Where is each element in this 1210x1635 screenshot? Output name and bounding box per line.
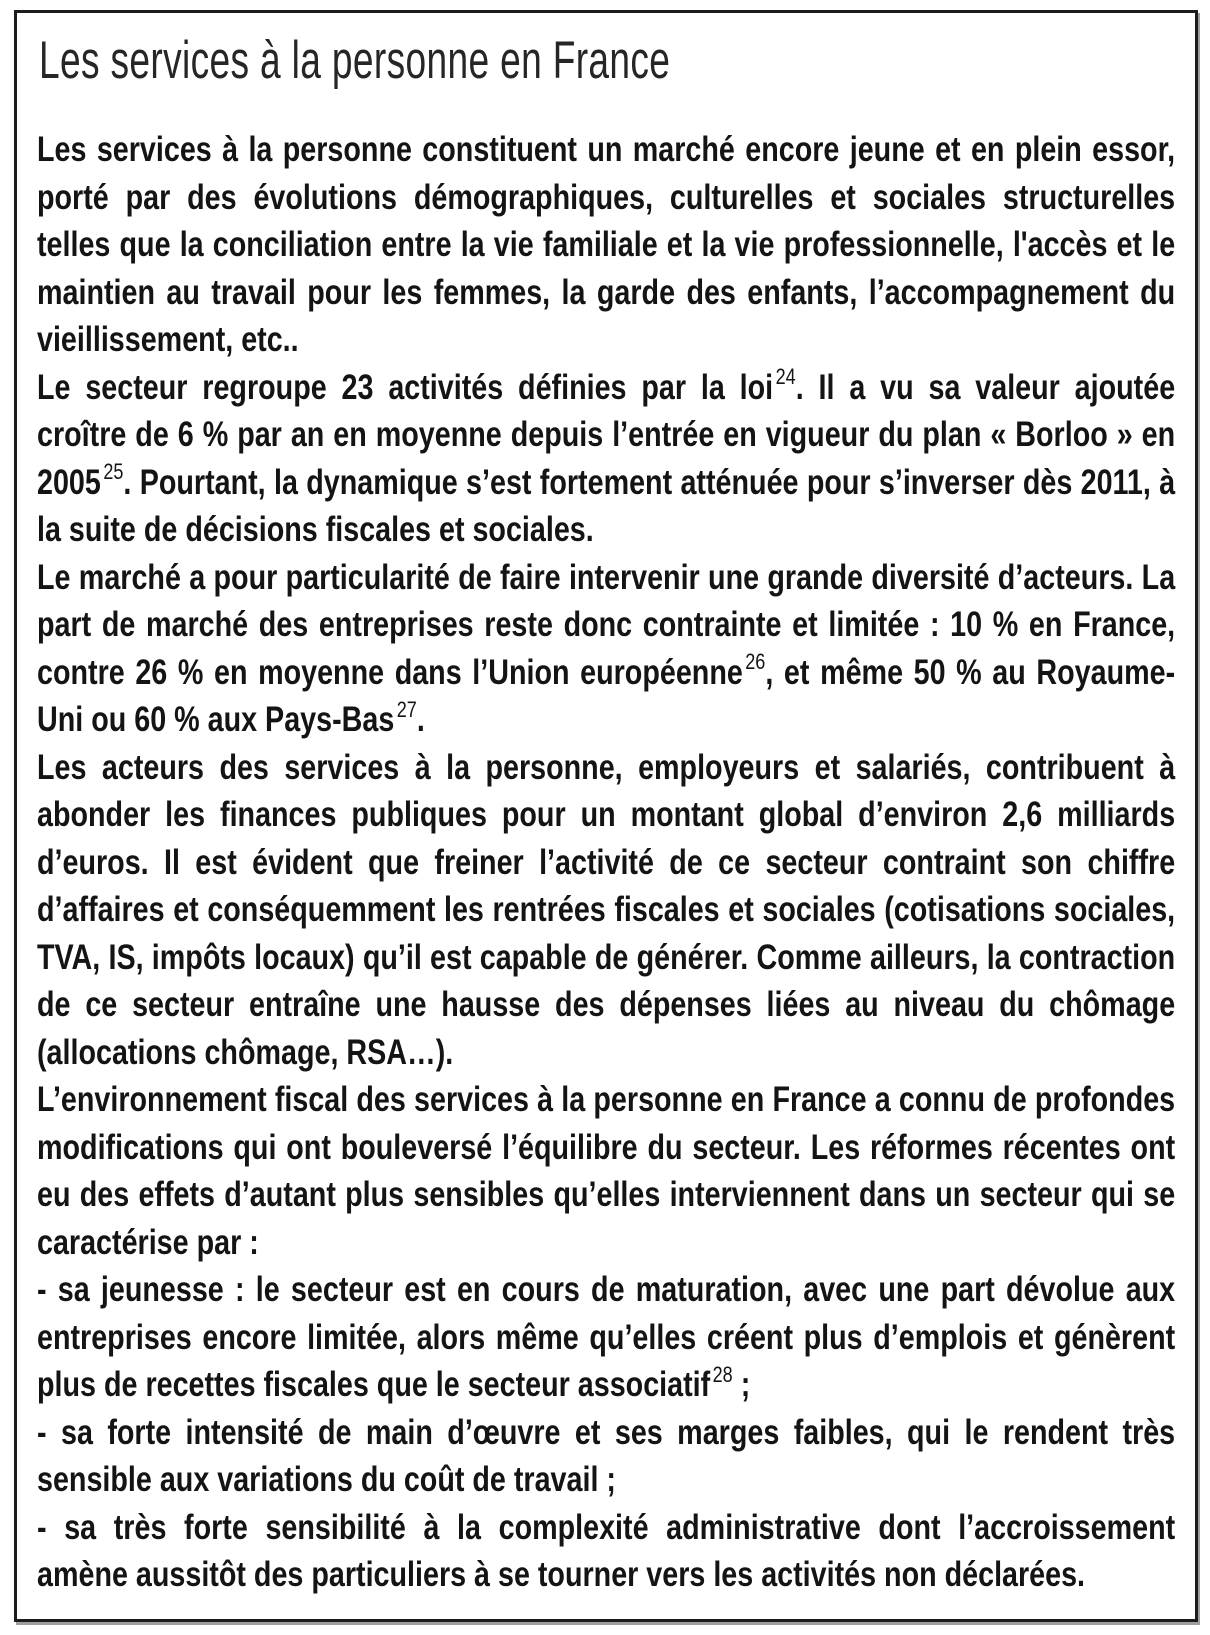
paragraph: Les services à la personne constituent un marché encore jeune et en plein essor, porté par des évolutions démographiques, culturelles et sociales structurelles telles que la conciliation entre la vie familiale et la vie professionnelle, l'accès et le maintien au travail pour les femmes, la garde des enfants, l’accompagnement du vieillissement, etc.. xyxy=(37,130,1176,360)
footnote-ref: 24 xyxy=(775,364,796,390)
footnote-ref: 27 xyxy=(396,696,417,722)
paragraph: L’environnement fiscal des services à la personne en France a connu de profondes modifications qui ont bouleversé l’équilibre du secteur. Les réformes récentes ont eu des effets d’autant plus sensibles qu’elles interviennent dans un secteur qui se caractérise par : xyxy=(37,1080,1176,1262)
body-text xyxy=(37,126,1175,1599)
footnote-ref: 26 xyxy=(745,649,766,675)
paragraph: - sa jeunesse : le secteur est en cours de maturation, avec une part dévolue aux entreprises encore limitée, alors même qu’elles créent plus d’emplois et génèrent plus de recettes fiscales que le secteur associatif $^{28}$ ; xyxy=(37,1270,1176,1405)
paragraph: Les acteurs des services à la personne, employeurs et salariés, contribuent à abonder les finances publiques pour un montant global d’environ 2,6 milliards d’euros. Il est évident que freiner l’activité de ce secteur contraint son chiffre d’affaires et conséquemment les rentrées fiscales et sociales (cotisations sociales, TVA, IS, impôts locaux) qu’il est capable de générer. Comme ailleurs, la contraction de ce secteur entraîne une hausse des dépenses liées au niveau du chômage (allocations chômage, RSA…). xyxy=(37,747,1176,1072)
footnote-ref: 25 xyxy=(103,459,124,485)
paragraph: - sa forte intensité de main d’œuvre et ses marges faibles, qui le rendent très sensible aux variations du coût de travail ; xyxy=(37,1412,1176,1500)
text-box xyxy=(14,10,1198,1622)
box-title: Les services à la personne en France xyxy=(39,31,671,90)
footnote-ref: 28 xyxy=(712,1361,733,1387)
paragraph: Le marché a pour particularité de faire intervenir une grande diversité d’acteurs. La part de marché des entreprises reste donc contrainte et limitée : 10 % en France, contre 26 % en moyenne dans l’Union européenne $^{26}$, et même 50 % au Royaume-Uni ou 60 % aux Pays-Bas $^{27}$. xyxy=(37,557,1176,740)
paragraph: - sa très forte sensibilité à la complexité administrative dont l’accroissement amène aussitôt des particuliers à se tourner vers les activités non déclarées. xyxy=(37,1507,1176,1595)
paragraph: Le secteur regroupe 23 activités définies par la loi $^{24}$. Il a vu sa valeur ajoutée croître de 6 % par an en moyenne depuis l’entrée en vigueur du plan « Borloo » en 2005 $^{25}$. Pourtant, la dynamique s’est fortement atténuée pour s’inverser dès 2011, à la suite de décisions fiscales et sociales. xyxy=(37,364,1176,550)
